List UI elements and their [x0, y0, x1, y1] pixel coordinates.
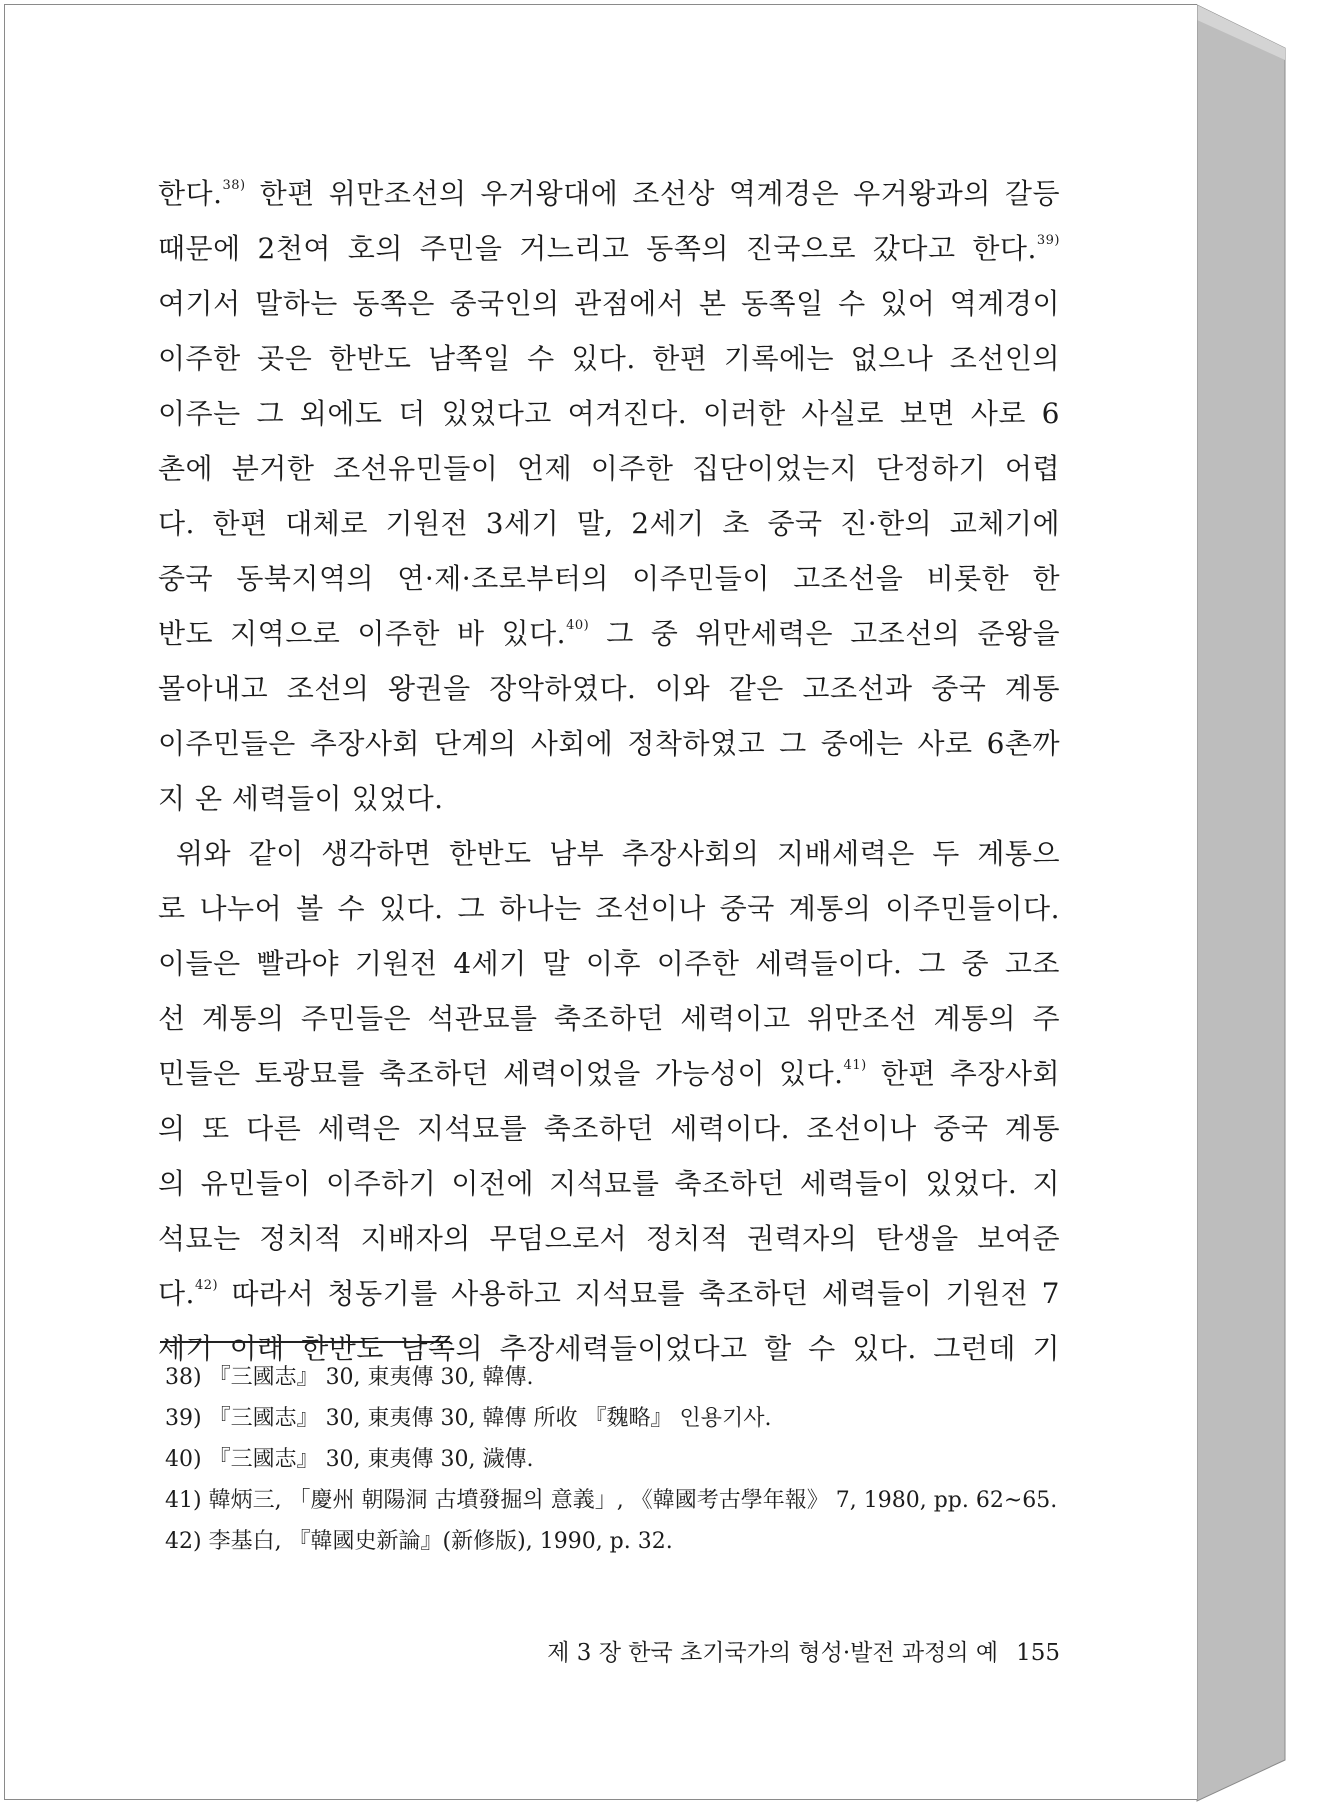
text-line: 중국 동북지역의 연·제·조로부터의 이주민들이 고조선을 비롯한 한	[158, 562, 1060, 595]
footnote: 39) 『三國志』 30, 東夷傳 30, 韓傳 所收 『魏略』 인용기사.	[165, 1406, 772, 1431]
text-line: 의 또 다른 세력은 지석묘를 축조하던 세력이다. 조선이나 중국 계통	[158, 1112, 1060, 1145]
text-line: 이들은 빨라야 기원전 4세기 말 이후 이주한 세력들이다. 그 중 고조	[158, 947, 1060, 980]
footnote-ref: 42)	[194, 1278, 219, 1293]
text-line: 로 나누어 볼 수 있다. 그 하나는 조선이나 중국 계통의 이주민들이다.	[158, 892, 1060, 925]
text-line: 선 계통의 주민들은 석관묘를 축조하던 세력이고 위만조선 계통의 주	[158, 1002, 1060, 1035]
text-line: 이주민들은 추장사회 단계의 사회에 정착하였고 그 중에는 사로 6촌까	[158, 727, 1060, 760]
footnotes	[165, 1357, 1065, 1562]
footnote-ref: 38)	[222, 178, 246, 193]
text-line: 이주는 그 외에도 더 있었다고 여겨진다. 이러한 사실로 보면 사로 6	[158, 397, 1060, 430]
text-line: 다.$^{42)}$ 따라서 청동기를 사용하고 지석묘를 축조하던 세력들이 기원전 7	[158, 1277, 1060, 1310]
text-line: 의 유민들이 이주하기 이전에 지석묘를 축조하던 세력들이 있었다. 지	[158, 1167, 1060, 1200]
footnote: 38) 『三國志』 30, 東夷傳 30, 韓傳.	[165, 1365, 534, 1390]
text-line: 한다.$^{38)}$ 한편 위만조선의 우거왕대에 조선상 역계경은 우거왕과의 갈등	[158, 177, 1060, 210]
text-line: 촌에 분거한 조선유민들이 언제 이주한 집단이었는지 단정하기 어렵	[158, 452, 1060, 485]
text-line: 민들은 토광묘를 축조하던 세력이었을 가능성이 있다.$^{41)}$ 한편 추장사회	[158, 1057, 1060, 1090]
text-line: 지 온 세력들이 있었다.	[158, 782, 444, 815]
text-line: 몰아내고 조선의 왕권을 장악하였다. 이와 같은 고조선과 중국 계통	[158, 672, 1060, 705]
text-line: 위와 같이 생각하면 한반도 남부 추장사회의 지배세력은 두 계통으	[176, 837, 1060, 870]
footnote-separator	[160, 1341, 450, 1343]
footnote-ref: 41)	[843, 1058, 867, 1073]
footnote: 41) 韓炳三, 「慶州 朝陽洞 古墳發掘의 意義」, 《韓國考古學年報》 7, 1980, pp. 62~65.	[165, 1488, 1058, 1513]
footnote-ref: 40)	[566, 618, 590, 633]
footnote: 42) 李基白, 『韓國史新論』(新修版), 1990, p. 32.	[165, 1529, 673, 1554]
text-line: 이주한 곳은 한반도 남쪽일 수 있다. 한편 기록에는 없으나 조선인의	[158, 342, 1060, 375]
text-line: 다. 한편 대체로 기원전 3세기 말, 2세기 초 중국 진·한의 교체기에	[158, 507, 1060, 540]
body-text	[158, 166, 1060, 1376]
running-footer	[490, 1633, 1060, 1673]
footnote-ref: 39)	[1036, 233, 1060, 248]
page-number: 155	[1016, 1640, 1060, 1666]
text-line: 여기서 말하는 동쪽은 중국인의 관점에서 본 동쪽일 수 있어 역계경이	[158, 287, 1060, 320]
text-line: 때문에 2천여 호의 주민을 거느리고 동쪽의 진국으로 갔다고 한다.$^{39)}$	[158, 232, 1060, 265]
text-line: 석묘는 정치적 지배자의 무덤으로서 정치적 권력자의 탄생을 보여준	[158, 1222, 1060, 1255]
footnote: 40) 『三國志』 30, 東夷傳 30, 濊傳.	[165, 1447, 534, 1472]
text-line: 세기 이래 한반도 남쪽의 추장세력들이었다고 할 수 있다. 그런데 기	[158, 1332, 1060, 1365]
chapter-title: 제 3 장 한국 초기국가의 형성·발전 과정의 예	[547, 1640, 999, 1666]
text-line: 반도 지역으로 이주한 바 있다.$^{40)}$ 그 중 위만세력은 고조선의 준왕을	[158, 617, 1060, 650]
